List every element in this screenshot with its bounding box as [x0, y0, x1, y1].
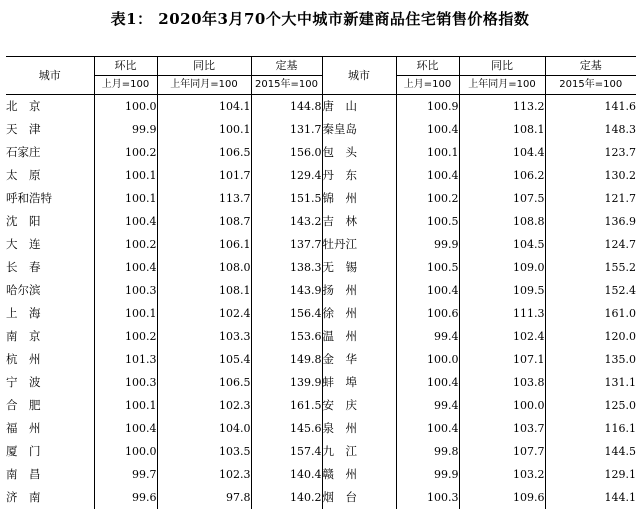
header-mom-base-right: 上月=100 [396, 76, 459, 95]
fixed-cell: 125.0 [545, 394, 636, 417]
table-row [6, 187, 636, 210]
fixed-cell: 124.7 [545, 233, 636, 256]
mom-cell: 100.5 [396, 256, 459, 279]
yoy-cell: 102.4 [459, 325, 545, 348]
table-row [6, 325, 636, 348]
mom-cell: 100.0 [94, 440, 157, 463]
table-row [6, 486, 636, 509]
city-cell: 包 头 [322, 141, 396, 164]
city-cell: 烟 台 [322, 486, 396, 509]
city-cell: 南 京 [6, 329, 41, 343]
city-cell: 扬 州 [322, 279, 396, 302]
fixed-cell: 145.6 [251, 417, 322, 440]
fixed-cell: 141.6 [545, 95, 636, 119]
table-row [6, 233, 636, 256]
city-cell: 秦皇岛 [322, 118, 396, 141]
fixed-cell: 152.4 [545, 279, 636, 302]
table-row [6, 348, 636, 371]
city-cell: 宁 波 [6, 375, 41, 389]
yoy-cell: 106.5 [157, 371, 251, 394]
fixed-cell: 157.4 [251, 440, 322, 463]
fixed-cell: 140.4 [251, 463, 322, 486]
yoy-cell: 103.2 [459, 463, 545, 486]
header-fixed-base-right: 2015年=100 [545, 76, 636, 95]
yoy-cell: 102.4 [157, 302, 251, 325]
fixed-cell: 123.7 [545, 141, 636, 164]
header-mom-base-left: 上月=100 [94, 76, 157, 95]
yoy-cell: 111.3 [459, 302, 545, 325]
mom-cell: 100.1 [94, 302, 157, 325]
yoy-cell: 109.0 [459, 256, 545, 279]
yoy-cell: 109.6 [459, 486, 545, 509]
fixed-cell: 121.7 [545, 187, 636, 210]
yoy-cell: 108.1 [459, 118, 545, 141]
city-cell: 天 津 [6, 122, 41, 136]
table-row [6, 256, 636, 279]
table-row [6, 279, 636, 302]
yoy-cell: 107.1 [459, 348, 545, 371]
mom-cell: 100.4 [396, 417, 459, 440]
mom-cell: 100.0 [396, 348, 459, 371]
fixed-cell: 161.5 [251, 394, 322, 417]
mom-cell: 100.4 [396, 118, 459, 141]
price-index-table [6, 56, 636, 509]
city-cell: 蚌 埠 [322, 371, 396, 394]
fixed-cell: 116.1 [545, 417, 636, 440]
fixed-cell: 156.4 [251, 302, 322, 325]
city-cell: 九 江 [322, 440, 396, 463]
city-cell: 唐 山 [322, 95, 396, 119]
yoy-cell: 102.3 [157, 394, 251, 417]
mom-cell: 100.3 [396, 486, 459, 509]
city-cell: 石家庄 [6, 145, 41, 159]
yoy-cell: 102.3 [157, 463, 251, 486]
table-row [6, 164, 636, 187]
city-cell: 大 连 [6, 237, 41, 251]
yoy-cell: 104.1 [157, 95, 251, 119]
fixed-cell: 143.9 [251, 279, 322, 302]
table-title: 表1： 2020年3月70个大中城市新建商品住宅销售价格指数 [110, 10, 530, 28]
yoy-cell: 108.8 [459, 210, 545, 233]
city-cell: 锦 州 [322, 187, 396, 210]
city-cell: 合 肥 [6, 398, 41, 412]
yoy-cell: 103.3 [157, 325, 251, 348]
fixed-cell: 140.2 [251, 486, 322, 509]
mom-cell: 101.3 [94, 348, 157, 371]
city-cell: 上 海 [6, 306, 41, 320]
mom-cell: 99.4 [396, 325, 459, 348]
city-cell: 北 京 [6, 99, 41, 113]
header-fixed-left: 定基 [251, 57, 322, 76]
mom-cell: 100.6 [396, 302, 459, 325]
city-cell: 福 州 [6, 421, 41, 435]
yoy-cell: 100.0 [459, 394, 545, 417]
city-cell: 太 原 [6, 168, 41, 182]
mom-cell: 100.2 [94, 325, 157, 348]
yoy-cell: 113.2 [459, 95, 545, 119]
table-row [6, 371, 636, 394]
city-cell: 杭 州 [6, 352, 41, 366]
yoy-cell: 108.0 [157, 256, 251, 279]
yoy-cell: 108.7 [157, 210, 251, 233]
yoy-cell: 103.8 [459, 371, 545, 394]
city-cell: 金 华 [322, 348, 396, 371]
fixed-cell: 136.9 [545, 210, 636, 233]
city-cell: 安 庆 [322, 394, 396, 417]
fixed-cell: 129.4 [251, 164, 322, 187]
fixed-cell: 120.0 [545, 325, 636, 348]
fixed-cell: 144.8 [251, 95, 322, 119]
fixed-cell: 148.3 [545, 118, 636, 141]
header-city-right: 城市 [322, 57, 396, 95]
header-yoy-right: 同比 [459, 57, 545, 76]
fixed-cell: 135.0 [545, 348, 636, 371]
city-cell: 牡丹江 [322, 233, 396, 256]
mom-cell: 100.4 [396, 164, 459, 187]
yoy-cell: 97.8 [157, 486, 251, 509]
table-row [6, 417, 636, 440]
header-mom-left: 环比 [94, 57, 157, 76]
header-mom-right: 环比 [396, 57, 459, 76]
fixed-cell: 155.2 [545, 256, 636, 279]
fixed-cell: 161.0 [545, 302, 636, 325]
header-yoy-base-left: 上年同月=100 [157, 76, 251, 95]
mom-cell: 100.3 [94, 279, 157, 302]
city-cell: 泉 州 [322, 417, 396, 440]
mom-cell: 100.5 [396, 210, 459, 233]
fixed-cell: 151.5 [251, 187, 322, 210]
yoy-cell: 100.1 [157, 118, 251, 141]
city-cell: 温 州 [322, 325, 396, 348]
table-row [6, 118, 636, 141]
table-row [6, 463, 636, 486]
mom-cell: 100.2 [94, 141, 157, 164]
header-yoy-base-right: 上年同月=100 [459, 76, 545, 95]
mom-cell: 100.2 [94, 233, 157, 256]
yoy-cell: 113.7 [157, 187, 251, 210]
mom-cell: 100.4 [396, 279, 459, 302]
yoy-cell: 107.7 [459, 440, 545, 463]
mom-cell: 100.0 [94, 95, 157, 119]
mom-cell: 100.1 [94, 394, 157, 417]
mom-cell: 99.6 [94, 486, 157, 509]
mom-cell: 100.3 [94, 371, 157, 394]
fixed-cell: 144.1 [545, 486, 636, 509]
table-row [6, 95, 636, 119]
city-cell: 南 昌 [6, 467, 41, 481]
yoy-cell: 103.5 [157, 440, 251, 463]
mom-cell: 100.4 [94, 417, 157, 440]
mom-cell: 100.1 [94, 164, 157, 187]
city-cell: 赣 州 [322, 463, 396, 486]
table-row [6, 440, 636, 463]
yoy-cell: 104.0 [157, 417, 251, 440]
fixed-cell: 153.6 [251, 325, 322, 348]
mom-cell: 99.4 [396, 394, 459, 417]
fixed-cell: 139.9 [251, 371, 322, 394]
table-row [6, 302, 636, 325]
fixed-cell: 131.7 [251, 118, 322, 141]
fixed-cell: 130.2 [545, 164, 636, 187]
city-cell: 济 南 [6, 490, 41, 504]
mom-cell: 99.9 [396, 233, 459, 256]
city-cell: 沈 阳 [6, 214, 41, 228]
mom-cell: 100.4 [396, 371, 459, 394]
fixed-cell: 143.2 [251, 210, 322, 233]
mom-cell: 100.1 [396, 141, 459, 164]
fixed-cell: 138.3 [251, 256, 322, 279]
fixed-cell: 156.0 [251, 141, 322, 164]
mom-cell: 100.4 [94, 256, 157, 279]
header-fixed-right: 定基 [545, 57, 636, 76]
yoy-cell: 106.2 [459, 164, 545, 187]
yoy-cell: 105.4 [157, 348, 251, 371]
yoy-cell: 106.5 [157, 141, 251, 164]
mom-cell: 100.1 [94, 187, 157, 210]
table-body [6, 95, 636, 509]
table-row [6, 394, 636, 417]
fixed-cell: 129.1 [545, 463, 636, 486]
table-row [6, 141, 636, 164]
city-cell: 哈尔滨 [6, 283, 41, 297]
yoy-cell: 101.7 [157, 164, 251, 187]
fixed-cell: 144.5 [545, 440, 636, 463]
yoy-cell: 108.1 [157, 279, 251, 302]
table-row [6, 210, 636, 233]
city-cell: 无 锡 [322, 256, 396, 279]
yoy-cell: 106.1 [157, 233, 251, 256]
city-cell: 吉 林 [322, 210, 396, 233]
yoy-cell: 109.5 [459, 279, 545, 302]
mom-cell: 99.7 [94, 463, 157, 486]
header-fixed-base-left: 2015年=100 [251, 76, 322, 95]
mom-cell: 100.9 [396, 95, 459, 119]
header-yoy-left: 同比 [157, 57, 251, 76]
city-cell: 呼和浩特 [6, 191, 52, 205]
mom-cell: 100.2 [396, 187, 459, 210]
header-city-left: 城市 [6, 57, 94, 95]
mom-cell: 99.9 [396, 463, 459, 486]
yoy-cell: 107.5 [459, 187, 545, 210]
mom-cell: 100.4 [94, 210, 157, 233]
fixed-cell: 137.7 [251, 233, 322, 256]
mom-cell: 99.9 [94, 118, 157, 141]
yoy-cell: 104.4 [459, 141, 545, 164]
city-cell: 厦 门 [6, 444, 41, 458]
city-cell: 长 春 [6, 260, 41, 274]
fixed-cell: 149.8 [251, 348, 322, 371]
yoy-cell: 104.5 [459, 233, 545, 256]
city-cell: 徐 州 [322, 302, 396, 325]
city-cell: 丹 东 [322, 164, 396, 187]
yoy-cell: 103.7 [459, 417, 545, 440]
mom-cell: 99.8 [396, 440, 459, 463]
fixed-cell: 131.1 [545, 371, 636, 394]
